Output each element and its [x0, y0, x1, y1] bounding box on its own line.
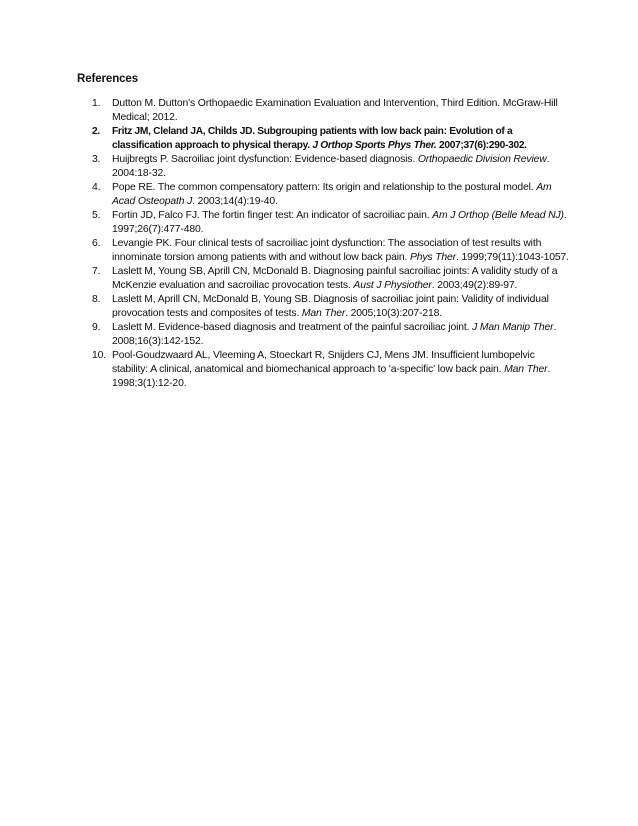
reference-text: Laslett M, Young SB, Aprill CN, McDonald B. Diagnosing painful sacroiliac joints: A validity study of a McKenzie evaluation and sacroiliac provocation tests. — [112, 266, 558, 291]
reference-citation: . 2003;14(4):19-40. — [192, 196, 278, 207]
reference-citation: . 1997;26(7):477-480. — [112, 210, 567, 235]
reference-item — [92, 153, 572, 181]
reference-text: Huijbregts P. Sacroiliac joint dysfunction: Evidence-based diagnosis. — [112, 154, 418, 165]
reference-journal: Man Ther — [504, 364, 548, 375]
reference-number: 7. — [92, 266, 101, 277]
reference-citation: . 2003;49(2):89-97. — [431, 280, 518, 291]
reference-list — [92, 97, 572, 391]
references-heading: References — [77, 73, 139, 85]
reference-text: Fortin JD, Falco FJ. The fortin finger test: An indicator of sacroiliac pain. — [112, 210, 433, 221]
reference-item — [92, 97, 572, 125]
reference-citation: . 1999;79(11):1043-1057. — [455, 252, 569, 263]
reference-citation: . 1998;3(1):12-20. — [112, 364, 551, 389]
reference-number: 2. — [92, 126, 100, 137]
reference-item — [92, 181, 572, 209]
reference-text: Dutton M. Dutton's Orthopaedic Examination Evaluation and Intervention, Third Edition. McGraw-Hill Medical; 2012. — [112, 98, 558, 123]
reference-number: 9. — [92, 322, 101, 333]
reference-item — [92, 209, 572, 237]
reference-journal: Am Acad Osteopath J — [112, 182, 552, 207]
reference-journal: Orthopaedic Division Review — [417, 154, 547, 165]
reference-number: 6. — [92, 238, 101, 249]
reference-number: 3. — [92, 154, 101, 165]
reference-number: 5. — [92, 210, 101, 221]
reference-item — [92, 125, 572, 153]
reference-text: Levangie PK. Four clinical tests of sacroiliac joint dysfunction: The association of test results with innominate torsion among patients with and without low back pain. — [112, 238, 542, 263]
reference-item — [92, 265, 572, 293]
reference-text: Pope RE. The common compensatory pattern: Its origin and relationship to the postural model. — [112, 182, 537, 193]
reference-citation: . 2005;10(3):207-218. — [345, 308, 442, 319]
reference-number: 8. — [92, 294, 101, 305]
reference-number: 10. — [92, 350, 106, 361]
reference-text: Laslett M. Evidence-based diagnosis and treatment of the painful sacroiliac joint. — [112, 322, 473, 333]
reference-text: Laslett M, Aprill CN, McDonald B, Young SB. Diagnosis of sacroiliac joint pain: Validity of individual provocation tests and composites of tests. — [112, 294, 549, 319]
reference-journal: J Man Manip Ther — [472, 322, 554, 333]
reference-item — [92, 237, 572, 265]
reference-journal: J Orthop Sports Phys Ther. — [312, 140, 437, 151]
reference-journal: Am J Orthop (Belle Mead NJ) — [432, 210, 564, 221]
reference-text: Fritz JM, Cleland JA, Childs JD. Subgrouping patients with low back pain: Evolution of a classification approach to physical therapy. — [112, 126, 513, 151]
reference-text: Pool-Goudzwaard AL, Vleeming A, Stoeckart R, Snijders CJ, Mens JM. Insufficient lumbopelvic stability: A clinical, anatomical and biomechanical approach to 'a-specific' low back pain. — [112, 350, 535, 375]
reference-number: 4. — [92, 182, 101, 193]
reference-journal: Man Ther — [301, 308, 346, 319]
reference-number: 1. — [92, 98, 101, 109]
reference-item — [92, 321, 572, 349]
reference-citation: . 2004:18-32. — [112, 154, 550, 179]
reference-journal: Phys Ther — [409, 252, 456, 263]
reference-citation: 2007;37(6):290-302. — [436, 140, 527, 151]
reference-item — [92, 293, 572, 321]
reference-citation: . 2008;16(3):142-152. — [112, 322, 557, 347]
reference-item — [92, 349, 572, 391]
reference-journal: Aust J Physiother — [353, 280, 432, 291]
